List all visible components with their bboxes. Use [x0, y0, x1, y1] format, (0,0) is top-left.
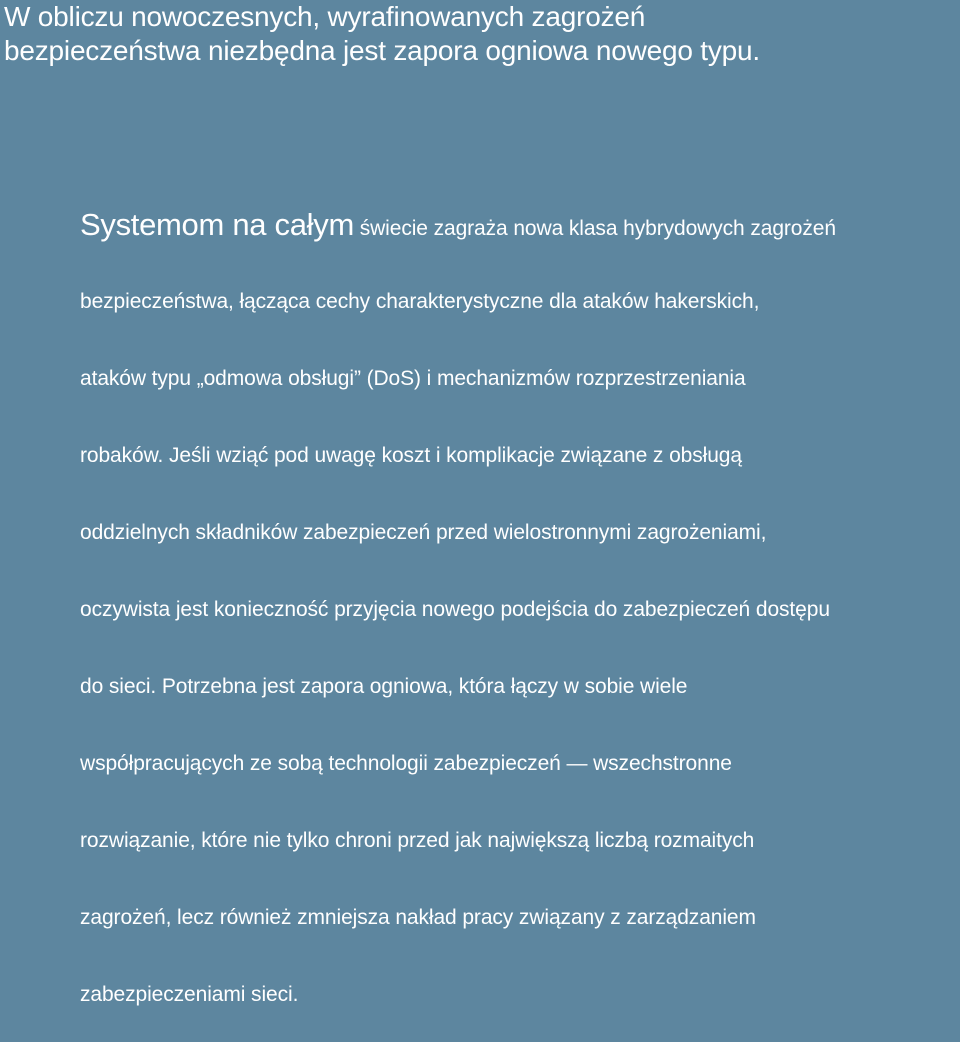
paragraph-line-11: zabezpieczeniami sieci.: [80, 983, 299, 1006]
paragraph-line-7: do sieci. Potrzebna jest zapora ogniowa, która łączy w sobie wiele: [80, 675, 688, 698]
body-paragraph: [80, 195, 960, 1042]
paragraph-line-5: oddzielnych składników zabezpieczeń przed wielostronnymi zagrożeniami,: [80, 521, 767, 544]
paragraph-line-6: oczywista jest konieczność przyjęcia nowego podejścia do zabezpieczeń dostępu: [80, 598, 830, 621]
page-headline: [4, 0, 954, 68]
paragraph-line-9: rozwiązanie, które nie tylko chroni przed jak największą liczbą rozmaitych: [80, 829, 755, 852]
paragraph-line-4: robaków. Jeśli wziąć pod uwagę koszt i komplikacje związane z obsługą: [80, 444, 742, 467]
paragraph-line-1: [80, 195, 960, 272]
paragraph-line-10: zagrożeń, lecz również zmniejsza nakład pracy związany z zarządzaniem: [80, 906, 756, 929]
paragraph-line-8: współpracujących ze sobą technologii zabezpieczeń — wszechstronne: [80, 752, 732, 775]
paragraph-line-1-text: świecie zagraża nowa klasa hybrydowych zagrożeń: [353, 217, 836, 240]
headline-line-2: bezpieczeństwa niezbędna jest zapora ogniowa nowego typu.: [4, 35, 761, 66]
paragraph-line-2: bezpieczeństwa, łącząca cechy charakterystyczne dla ataków hakerskich,: [80, 290, 760, 313]
lead-phrase: Systemom na całym: [80, 207, 354, 242]
headline-line-1: W obliczu nowoczesnych, wyrafinowanych zagrożeń: [4, 1, 646, 32]
paragraph-line-3: ataków typu „odmowa obsługi” (DoS) i mechanizmów rozprzestrzeniania: [80, 367, 746, 390]
